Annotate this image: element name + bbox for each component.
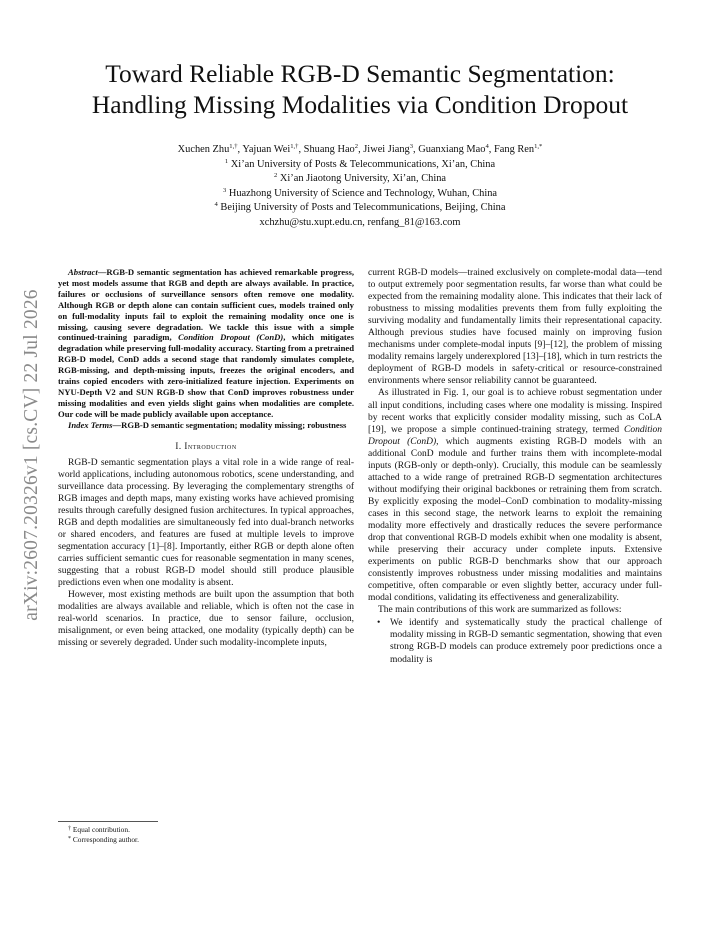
intro-paragraph-continued: current RGB-D models—trained exclusively on complete-modal data—tend to output extremely poor segmentation results, far worse than what could be expected from the remaining modality alone. This indicates that their lack of robustness to missing modalities prevents them from fully exploiting the surviving modality and fundamentally limits their representational capacity. Although previous studies have focused mainly on improving fusion mechanisms under complete-modal inputs [9]–[12], the problem of missing modality remains largely underexplored [13]–[18], which in turn restricts the deployment of RGB-D models in safety-critical or resource-constrained environments where sensor reliability cannot be guaranteed.: [368, 268, 662, 387]
author-sup: 1,†: [290, 143, 299, 150]
abstract: [58, 267, 354, 431]
affiliation: $^1$ Xi’an University of Posts & Telecommunications, Xi’an, China: [224, 157, 496, 170]
arxiv-identifier: arXiv:2607.20326v1 [cs.CV] 22 Jul 2026: [21, 289, 42, 621]
footnote-rule: [58, 821, 158, 822]
footnotes: [58, 822, 354, 844]
contributions-list: [368, 617, 662, 665]
author-name: Guanxiang Mao: [418, 144, 486, 155]
author-sup: 1,†: [229, 143, 238, 150]
author-name: Shuang Hao: [303, 144, 355, 155]
footnote-equal-contribution: † Equal contribution.: [68, 825, 130, 834]
right-column: [368, 267, 662, 666]
author-list: Xuchen Zhu$^{1,\dagger}$, Yajuan Wei$^{1,\dagger}$, Shuang Hao$^2$, Jiwei Jiang$^3$, Guanxiang Mao$^4$, Fang Ren$^{1,*}$: [177, 143, 543, 155]
paper-title-line-1: Toward Reliable RGB-D Semantic Segmentation:: [105, 59, 615, 88]
abstract-paragraph: Abstract—RGB-D semantic segmentation has achieved remarkable progress, yet most models assume that RGB and depth are always available. In practice, failures or occlusions of surveillance sensors often remove one modality. Although RGB or depth alone can contain sufficient cues, models trained only on full-modality inputs fail to exploit the remaining modality once one is missing, causing severe degradation. We tackle this issue with a simple continued-training paradigm, Condition Dropout (ConD), which mitigates degradation while preserving full-modality accuracy. Starting from a pretrained RGB-D model, ConD adds a second stage that randomly simulates complete, RGB-missing, and depth-missing inputs, freezes the original encoders, and trains copied encoders with zero-initialized feature injection. Experiments on NYU-Depth V2 and SUN RGB-D show that ConD improves robustness under missing modalities and even yields slight gains when modalities are complete. Our code will be made publicly available upon acceptance.: [58, 267, 354, 419]
author-sup: 2: [354, 143, 359, 150]
index-terms-label: Index Terms: [68, 419, 113, 430]
intro-paragraph-3: As illustrated in Fig. 1, our goal is to achieve robust segmentation under all input conditions, including cases where one modality is missing. Inspired by recent works that explicitly consider modality missing, such as CoLA [19], we propose a simple continued-training strategy, termed Condition Dropout (ConD), which augments existing RGB-D models with an additional ConD module and further trains them with incomplete-modal inputs (RGB-only or depth-only). Crucially, this module can be seamlessly attached to a wide range of pretrained RGB-D segmentation architectures without modifying their original backbones or retraining them from scratch. By explicitly exposing the model–ConD combination to modality-missing cases in this second stage, the network learns to exploit the remaining modality more effectively and drastically reduces the severe performance drop that conventional RGB-D models exhibit when one modality is absent, while preserving their accuracy under complete inputs. Extensive experiments on public RGB-D benchmarks show that our approach consistently improves robustness under missing modalities and maintains competitive, often comparable or even slightly better, accuracy under full-modal conditions, validating its effectiveness and generalizability.: [368, 388, 662, 604]
paper-title: [0, 58, 720, 120]
author-name: Jiwei Jiang: [363, 144, 410, 155]
author-sup: 1,*: [534, 143, 543, 150]
contributions-intro: The main contributions of this work are summarized as follows:: [378, 605, 622, 616]
author-emails: xchzhu@stu.xupt.edu.cn, renfang_81@163.com: [259, 216, 461, 228]
affiliation: $^3$ Huazhong University of Science and Technology, Wuhan, China: [222, 186, 498, 199]
abstract-label: Abstract: [68, 267, 98, 277]
section-heading-introduction: I. Introduction: [175, 440, 237, 451]
affiliation: $^2$ Xi’an Jiaotong University, Xi’an, China: [273, 172, 447, 184]
author-name: Yajuan Wei: [242, 144, 291, 155]
index-terms: Index Terms—RGB-D semantic segmentation; modality missing; robustness: [68, 419, 347, 430]
intro-paragraph-1: RGB-D semantic segmentation plays a vital role in a wide range of real-world applications, including autonomous robotics, scene understanding, and surveillance data processing. By leveraging the complementary strengths of RGB images and depth maps, many existing works have achieved promising results through carefully designed fusion architectures. In typical approaches, RGB and depth modalities are simultaneously fed into dual-branch networks or shared encoders, and features are fused at multiple levels to improve segmentation accuracy [1]–[8]. Importantly, either RGB or depth alone often carries sufficient semantic cues for reasonable segmentation in many scenes, suggesting that a robust RGB-D model should still produce plausible predictions even when one modality is absent.: [58, 457, 354, 589]
author-block: [60, 143, 660, 230]
arxiv-watermark: [14, 245, 50, 665]
footnote-corresponding-author: * Corresponding author.: [68, 834, 139, 844]
intro-paragraph-2: However, most existing methods are built upon the assumption that both modalities are always available and reliable, which is often not the case in real-world scenarios. In practice, due to sensor failure, occlusion, misalignment, or even being attacked, one modality (typically depth) can be missing or severely degraded. Under such modality-incomplete inputs,: [58, 590, 354, 649]
author-name: Xuchen Zhu: [177, 144, 230, 155]
method-name: Condition Dropout (ConD): [178, 332, 284, 343]
contribution-item: • We identify and systematically study the practical challenge of modality missing in RGB-D semantic segmentation, showing that even strong RGB-D models can produce extremely poor predictions once a modality is: [368, 617, 662, 665]
author-sup: 3: [409, 143, 414, 150]
affiliation: $^4$ Beijing University of Posts and Telecommunications, Beijing, China: [214, 201, 506, 213]
author-name: Fang Ren: [493, 144, 535, 155]
paper-title-line-2: Handling Missing Modalities via Condition Dropout: [91, 90, 629, 119]
author-sup: 4: [485, 143, 489, 150]
method-name: Condition Dropout (ConD): [368, 424, 662, 447]
left-column: [58, 267, 354, 649]
